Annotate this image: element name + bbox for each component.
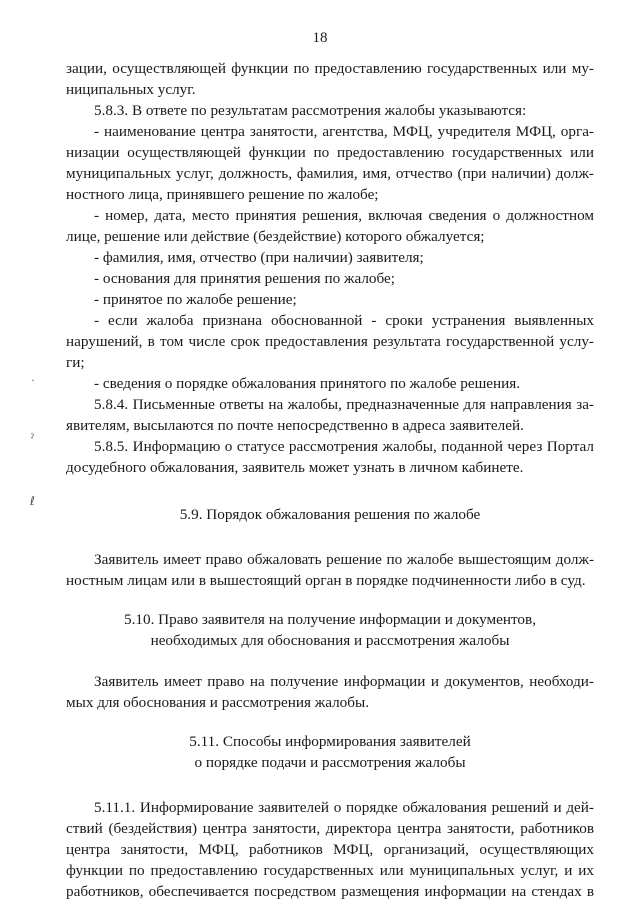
document-body: [66, 58, 594, 902]
text-line: явителям, высылаются по почте непосредственно в адреса заявителей.: [66, 417, 524, 434]
paragraph-5-8-5: [66, 436, 594, 478]
text-line: - фамилия, имя, отчество (при наличии) заявителя;: [94, 249, 424, 266]
text-line: зации, осуществляющей функции по предоставлению государственных или му-: [66, 60, 594, 77]
text-line: - если жалоба признана обоснованной - сроки устранения выявленных: [94, 312, 594, 329]
heading-line: о порядке подачи и рассмотрения жалобы: [194, 754, 466, 771]
text-line: Заявитель имеет право на получение информации и документов, необходи-: [94, 673, 594, 690]
text-line: досудебного обжалования, заявитель может узнать в личном кабинете.: [66, 459, 524, 476]
text-line: мых для обоснования и рассмотрения жалобы.: [66, 694, 370, 711]
text-line: лице, решение или действие (бездействие) которого обжалуется;: [66, 228, 485, 245]
text-line: ниципальных услуг.: [66, 81, 196, 98]
text-line: функции по предоставлению государственных или муниципальных услуг, и их: [66, 862, 594, 879]
page-number: 18: [312, 30, 328, 46]
section-heading-5-11: [66, 731, 594, 773]
text-line: - основания для принятия решения по жалобе;: [94, 270, 395, 287]
section-heading-5-10: [66, 609, 594, 651]
paragraph-intro: [66, 58, 594, 100]
text-line: 5.8.5. Информацию о статусе рассмотрения жалобы, поданной через Портал: [94, 438, 594, 455]
section-heading-5-9: 5.9. Порядок обжалования решения по жалобе: [179, 506, 481, 523]
text-line: - номер, дата, место принятия решения, включая сведения о должностном: [94, 207, 594, 224]
heading-line: необходимых для обоснования и рассмотрения жалобы: [150, 632, 510, 649]
paragraph-5-8-4: [66, 394, 594, 436]
text-line: низации осуществляющей функции по предоставлению государственных или: [66, 144, 594, 161]
scan-mark: ˀ: [30, 432, 35, 446]
scan-mark: ℓ: [30, 494, 35, 508]
text-line: 5.11.1. Информирование заявителей о порядке обжалования решений и дей-: [94, 799, 594, 816]
text-line: - наименование центра занятости, агентства, МФЦ, учредителя МФЦ, орга-: [94, 123, 594, 140]
text-line: - принятое по жалобе решение;: [94, 291, 297, 308]
text-line: ностного лица, принявшего решение по жалобе;: [66, 186, 379, 203]
text-line: нарушений, в том числе срок предоставления результата государственной услу-: [66, 333, 594, 350]
text-line: ностным лицам или в вышестоящий орган в порядке подчиненности либо в суд.: [66, 572, 586, 589]
heading-line: 5.11. Способы информирования заявителей: [189, 733, 471, 750]
text-line: 5.8.4. Письменные ответы на жалобы, предназначенные для направления за-: [94, 396, 594, 413]
paragraph-5-11-1: [66, 797, 594, 902]
heading-line: 5.10. Право заявителя на получение информации и документов,: [124, 611, 536, 628]
text-line: ствий (бездействия) центра занятости, директора центра занятости, работников: [66, 820, 594, 837]
text-line: 5.8.3. В ответе по результатам рассмотрения жалобы указываются:: [94, 102, 527, 119]
paragraph-5-8-3: [66, 100, 594, 394]
paragraph-5-10: [66, 671, 594, 713]
scan-mark: ˙: [30, 378, 36, 392]
text-line: центра занятости, МФЦ, работников МФЦ, организаций, осуществляющих: [66, 841, 594, 858]
paragraph-5-9: [66, 549, 594, 591]
text-line: муниципальных услуг, должность, фамилия, имя, отчество (при наличии) долж-: [66, 165, 594, 182]
text-line: - сведения о порядке обжалования принятого по жалобе решения.: [94, 375, 521, 392]
text-line: работников, обеспечивается посредством размещения информации на стендах в: [66, 883, 594, 900]
text-line: Заявитель имеет право обжаловать решение по жалобе вышестоящим долж-: [94, 551, 594, 568]
text-line: ги;: [66, 354, 85, 371]
